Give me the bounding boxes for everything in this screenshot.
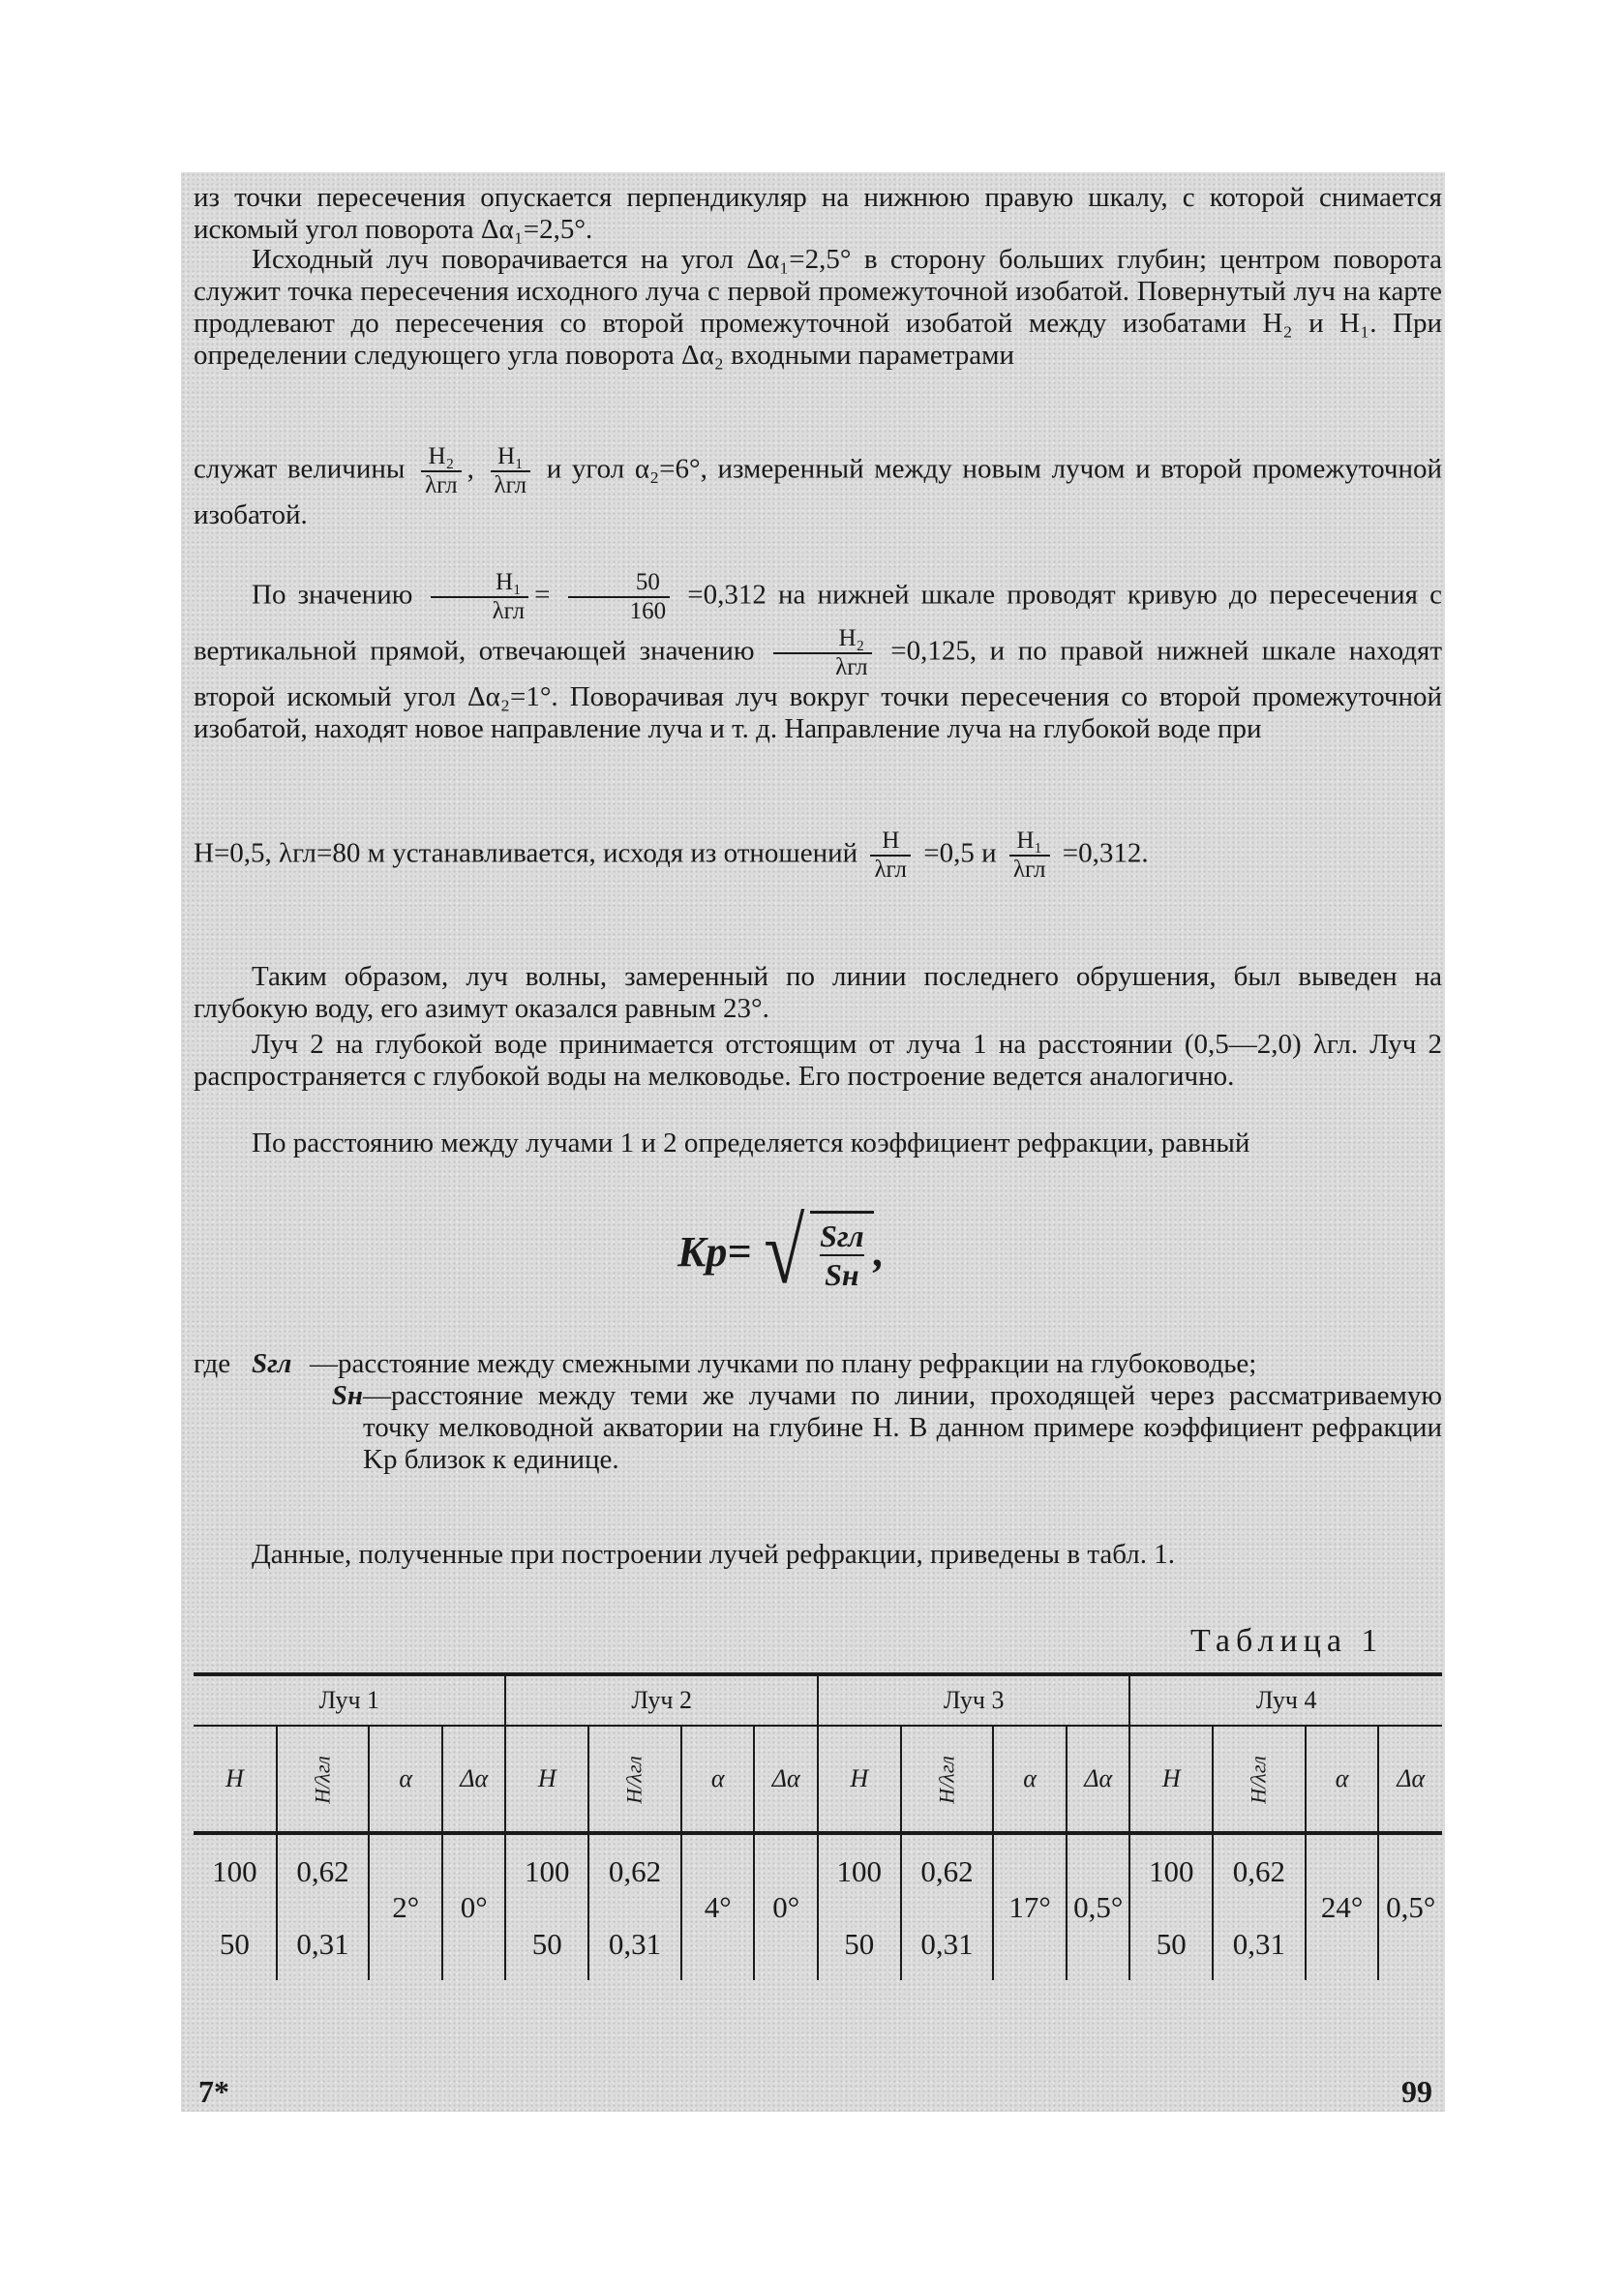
fraction-numerator: H₁: [491, 443, 531, 472]
header-relative-depth-label: H/λгл: [621, 1756, 647, 1804]
paragraph-5: [194, 827, 1442, 884]
group-header-ray-4: Луч 4: [1129, 1674, 1442, 1726]
cell-relative-depth: 0,62: [277, 1833, 370, 1908]
cell-angle: 24°: [1306, 1833, 1379, 1980]
paragraph-3-lead: служат величины: [194, 453, 406, 485]
group-header-ray-1: Луч 1: [194, 1674, 505, 1726]
paragraph-5-tail: =0,312.: [1062, 837, 1149, 869]
cell-depth: 50: [1129, 1908, 1213, 1980]
header-depth: H: [818, 1726, 901, 1833]
cell-relative-depth: 0,62: [901, 1833, 994, 1908]
radicand-fraction: [810, 1211, 874, 1293]
cell-depth: 50: [505, 1908, 588, 1980]
cell-relative-depth: 0,31: [1213, 1908, 1306, 1980]
paragraph-4-tail: =0,125, и по правой нижней шкале находят второй искомый угол Δα₂=1°. Поворачивая луч вокруг точки пересечения со второй промежуточной изобатой, находят новое направление луча и т. д. Направление луча на глубокой воде при: [194, 635, 1443, 744]
header-angle-delta: Δα: [754, 1726, 818, 1833]
group-header-ray-3: Луч 3: [818, 1674, 1129, 1726]
paragraph-3: [194, 443, 1442, 531]
header-angle-delta: Δα: [442, 1726, 506, 1833]
cell-depth: 100: [505, 1833, 588, 1908]
header-angle: α: [1306, 1726, 1379, 1833]
definition-item: [194, 1380, 1442, 1476]
closing-paragraph: Данные, полученные при построении лучей рефракции, приведены в табл. 1.: [252, 1539, 1175, 1570]
fraction-numerator: H₂: [421, 443, 462, 472]
paragraph-3-tail: и угол α₂=6°, измеренный между новым лучом и второй промежуточной изобатой.: [194, 453, 1443, 530]
definitions: [194, 1348, 1442, 1476]
fraction-numerator: 50: [568, 569, 671, 598]
signature-mark: 7*: [198, 2074, 229, 2109]
cell-angle-delta: 0,5°: [1067, 1833, 1130, 1980]
fraction-h-lambda: [870, 827, 911, 884]
radical-icon: √: [764, 1199, 805, 1303]
fraction-denominator: λгл: [492, 598, 526, 624]
header-depth: H: [194, 1726, 277, 1833]
fraction-denominator: λгл: [425, 472, 458, 498]
paragraph-5-lead: H=0,5, λгл=80 м устанавливается, исходя из отношений: [194, 837, 858, 869]
header-angle-delta: Δα: [1067, 1726, 1130, 1833]
fraction-numerator: H₁: [431, 569, 529, 598]
cell-depth: 100: [212, 1853, 257, 1888]
header-depth: H: [1129, 1726, 1213, 1833]
header-relative-depth: [277, 1726, 370, 1833]
formula-numerator: Sгл: [820, 1218, 864, 1256]
header-relative-depth-label: H/λгл: [1246, 1756, 1271, 1804]
fraction-h1-lambda: [1009, 827, 1050, 884]
fraction-h2-lambda: [421, 443, 462, 499]
cell-relative-depth: 0,62: [1213, 1833, 1306, 1908]
fraction-denominator: λгл: [1012, 857, 1046, 883]
paragraph-6: Таким образом, луч волны, замеренный по линии последнего обрушения, был выведен на глубокую воду, его азимут оказался равным 23°.: [194, 961, 1442, 1024]
paragraph-1: из точки пересечения опускается перпендикуляр на нижнюю правую шкалу, с которой снимается искомый угол поворота Δα₁=2,5°.: [194, 182, 1442, 245]
paragraph-4-lead: По значению: [252, 579, 413, 611]
cell-depth: 100: [818, 1833, 901, 1908]
refraction-coefficient-formula: [677, 1199, 885, 1303]
fraction-separator: ,: [466, 453, 474, 485]
refraction-table: [194, 1672, 1442, 1980]
cell-relative-depth: 0,31: [277, 1908, 370, 1980]
header-angle-delta: Δα: [1378, 1726, 1442, 1833]
definitions-lead: где: [194, 1348, 231, 1379]
table-caption: Таблица 1: [1190, 1623, 1384, 1659]
formula-lhs: Kр=: [677, 1227, 752, 1276]
fraction-denominator: 160: [629, 598, 667, 624]
header-relative-depth-label: H/λгл: [310, 1756, 335, 1804]
definition-text: —расстояние между теми же лучами по линии, проходящей через рассматриваемую точку мелководной акватории на глубине H. В данном примере коэффициент рефракции Kр близок к единице.: [363, 1380, 1442, 1475]
table-subheader-row: [194, 1726, 1442, 1833]
cell-angle-delta: 0°: [754, 1833, 818, 1980]
fraction-h2-lambda: [773, 625, 872, 681]
fraction-50-160: [568, 569, 671, 625]
fraction-numerator: H: [870, 827, 911, 857]
group-header-ray-2: Луч 2: [505, 1674, 817, 1726]
formula-tail: ,: [873, 1227, 885, 1276]
table-group-header-row: [194, 1674, 1442, 1726]
definition-term: Sн: [331, 1380, 363, 1411]
fraction-h1-lambda: [491, 443, 531, 499]
definition-term: Sгл: [252, 1348, 292, 1379]
header-relative-depth-label: H/λгл: [934, 1756, 959, 1804]
header-relative-depth: [901, 1726, 994, 1833]
cell-depth: 100: [1129, 1833, 1213, 1908]
page-number: 99: [1401, 2074, 1432, 2109]
paragraph-5-middle: =0,5 и: [923, 837, 997, 869]
cell-relative-depth: 0,31: [588, 1908, 681, 1980]
definition-text: —расстояние между смежными лучками по плану рефракции на глубоководье;: [310, 1348, 1257, 1379]
cell-angle: 17°: [993, 1833, 1067, 1980]
cell-angle: 4°: [681, 1833, 755, 1980]
cell-angle-delta: 0,5°: [1378, 1833, 1442, 1980]
header-relative-depth: [588, 1726, 681, 1833]
header-depth: H: [505, 1726, 588, 1833]
cell-relative-depth: 0,62: [588, 1833, 681, 1908]
header-relative-depth: [1213, 1726, 1306, 1833]
header-angle: α: [681, 1726, 755, 1833]
paragraph-2: Исходный луч поворачивается на угол Δα₁=2,5° в сторону больших глубин; центром поворота служит точка пересечения исходного луча с первой промежуточной изобатой. Повернутый луч на карте продлевают до пересечения со второй промежуточной изобатой между изобатами H₂ и H₁. При определении следующего угла поворота Δα₂ входными параметрами: [194, 244, 1442, 371]
cell-relative-depth: 0,31: [901, 1908, 994, 1980]
paragraph-7: Луч 2 на глубокой воде принимается отстоящим от луча 1 на расстоянии (0,5—2,0) λгл. Луч 2 распространяется с глубокой воды на мелководье. Его построение ведется аналогично.: [194, 1029, 1442, 1092]
cell-angle: 2°: [369, 1833, 442, 1980]
header-angle: α: [369, 1726, 442, 1833]
header-angle: α: [993, 1726, 1067, 1833]
fraction-numerator: H₁: [1009, 827, 1050, 857]
fraction-denominator: λгл: [494, 472, 527, 498]
definition-item: [194, 1348, 1442, 1380]
formula-denominator: Sн: [825, 1256, 859, 1292]
fraction-h1-lambda: [431, 569, 529, 625]
table-row: [194, 1833, 1442, 1908]
fraction-denominator: λгл: [874, 857, 908, 883]
paragraph-4-middle: =0,312 на нижней шкале проводят кривую до пересечения с вертикальной прямой, отвечающей значению: [194, 579, 1443, 667]
paragraph-8: По расстоянию между лучами 1 и 2 определяется коэффициент рефракции, равный: [252, 1128, 1250, 1158]
equals-sign: =: [534, 579, 551, 611]
paragraph-4: [194, 569, 1442, 745]
square-root: [759, 1199, 873, 1303]
fraction-denominator: λгл: [835, 654, 868, 680]
fraction-numerator: H₂: [773, 625, 872, 654]
cell-angle-delta: 0°: [442, 1833, 506, 1980]
cell-depth: 50: [219, 1926, 250, 1961]
cell-depth: 50: [818, 1908, 901, 1980]
